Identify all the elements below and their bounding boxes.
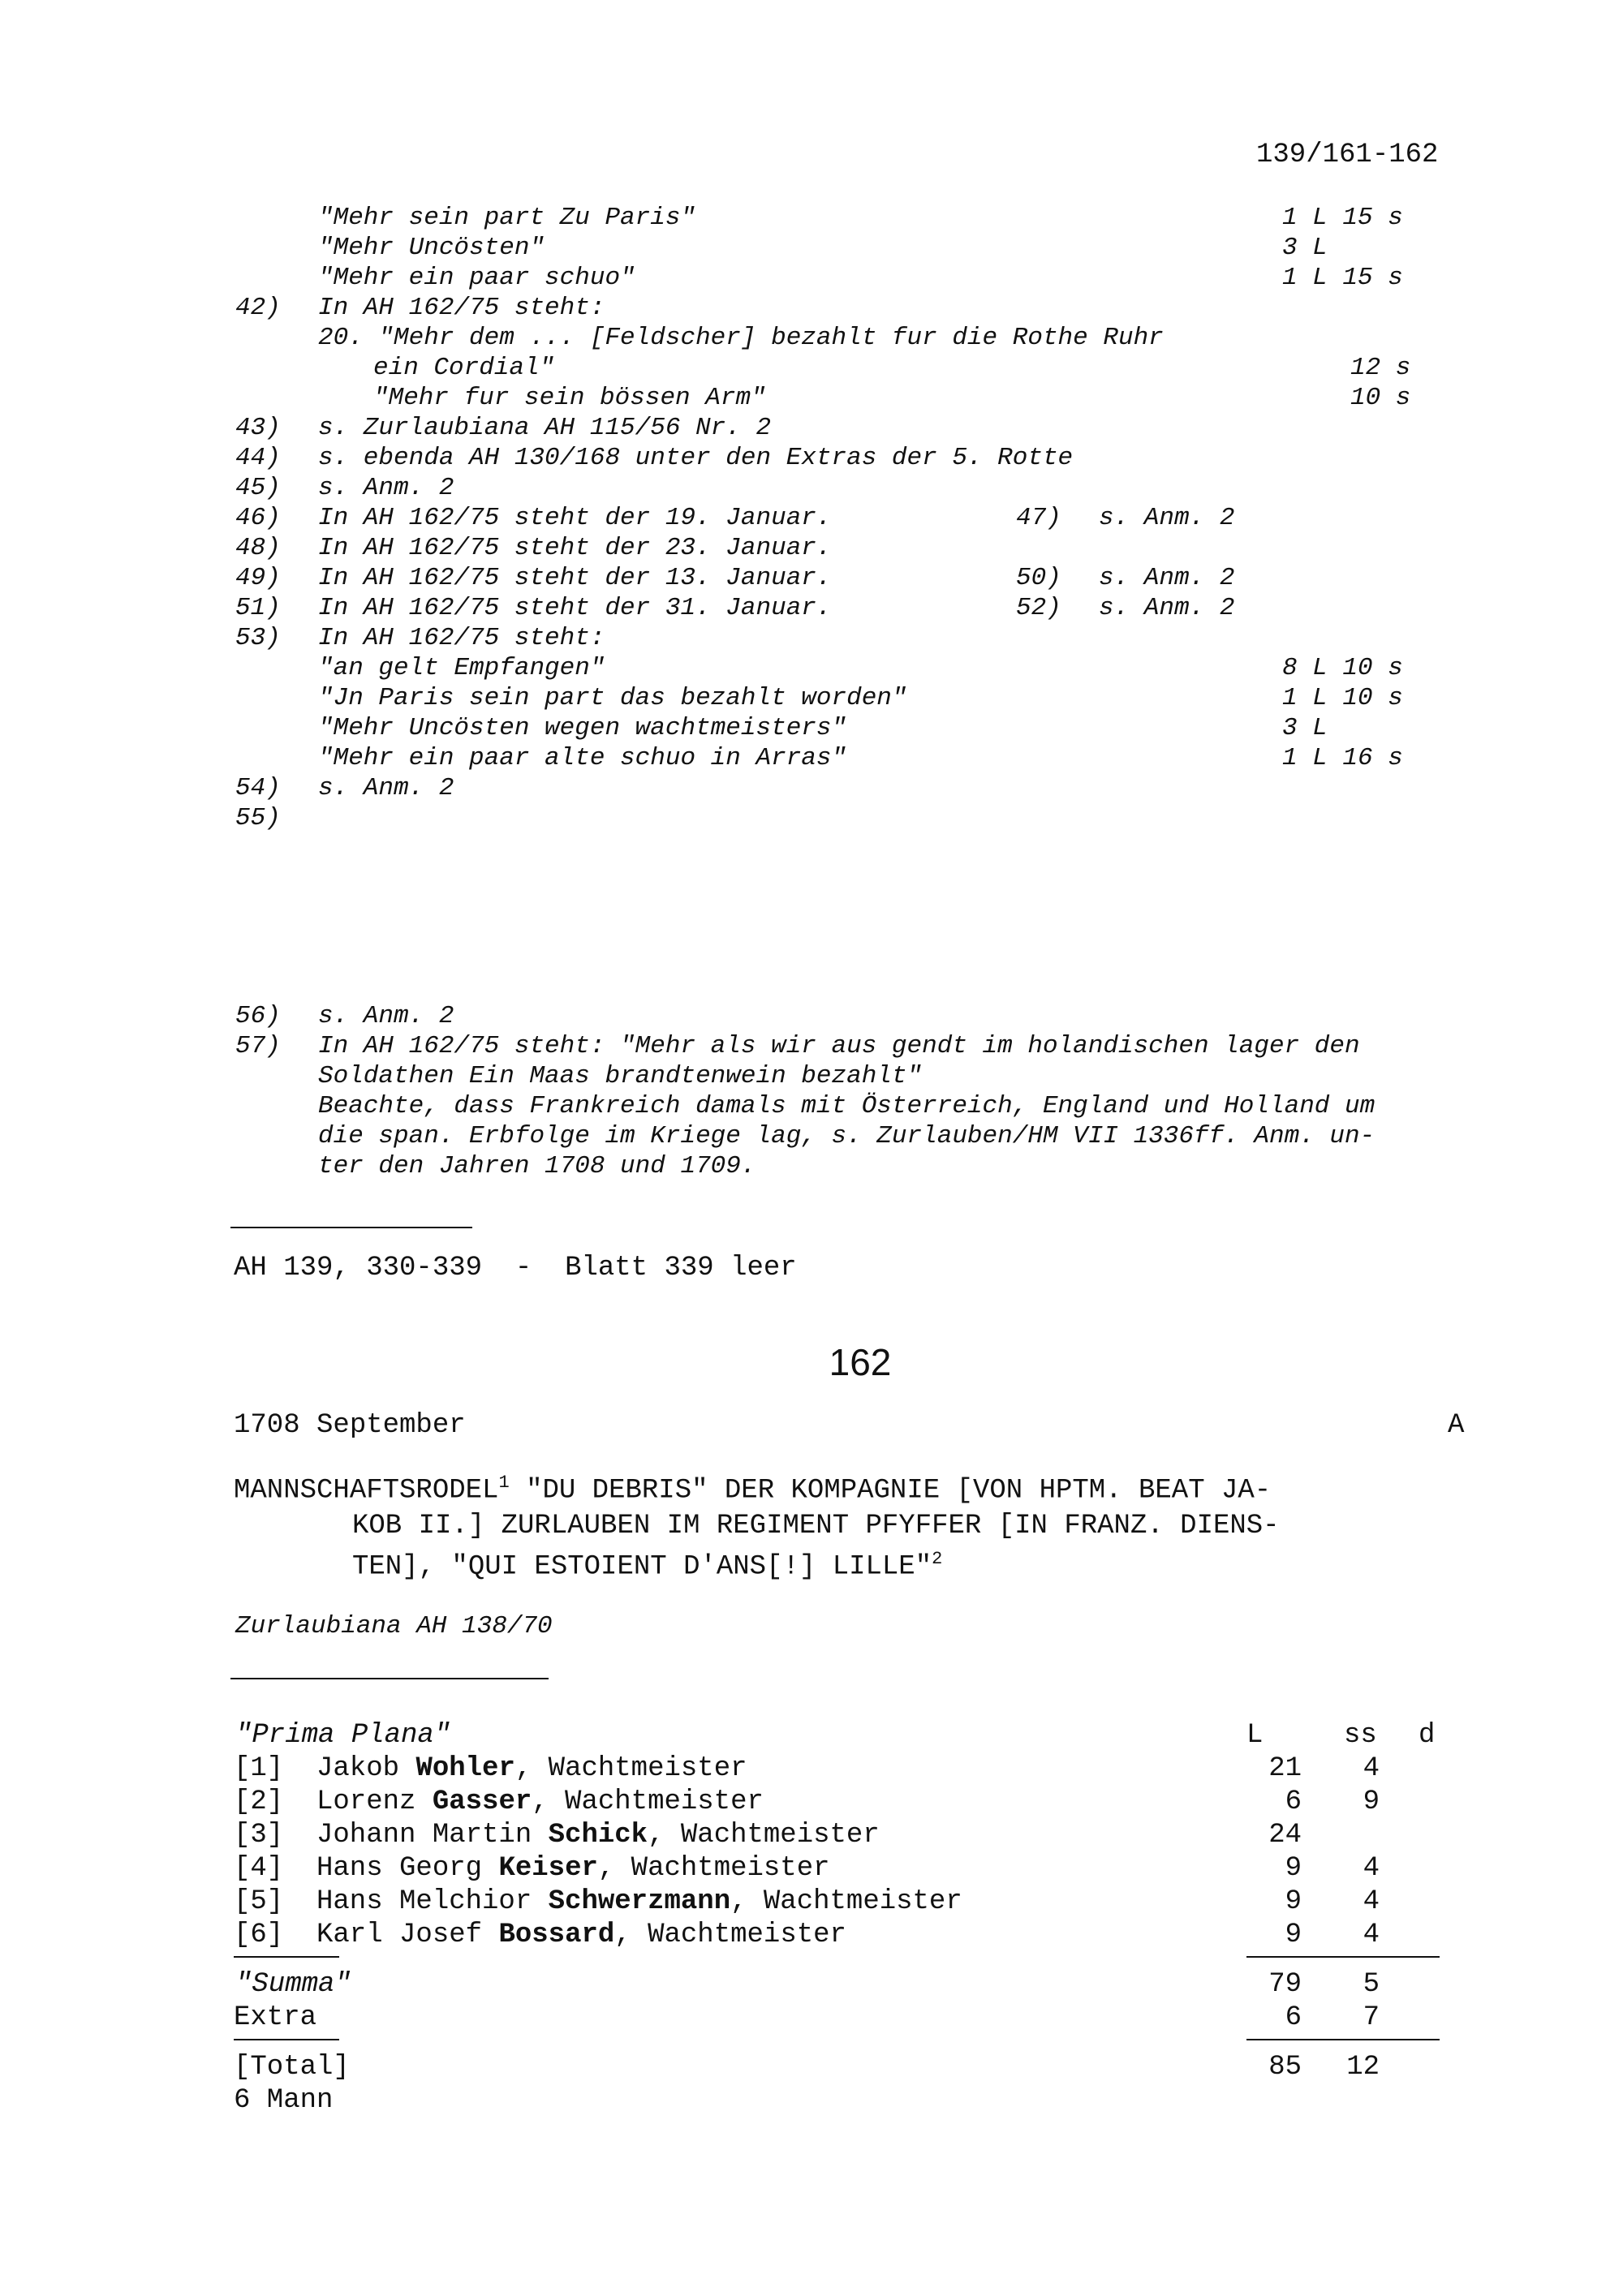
table-header: "Prima Plana"	[235, 1720, 451, 1751]
note-amount: 10 s	[1350, 384, 1411, 412]
archive-reference: AH 139, 330-339 - Blatt 339 leer	[234, 1253, 797, 1283]
value-l: 24	[1268, 1820, 1302, 1851]
mann-count: 6 Mann	[234, 2085, 334, 2116]
divider	[230, 1227, 472, 1228]
value-l: 6	[1285, 1786, 1302, 1817]
note-amount: 1 L 10 s	[1282, 684, 1403, 712]
footnote-text: s. Anm. 2	[318, 474, 454, 502]
footnote-number: 54)	[235, 774, 281, 802]
footnote-number: 45)	[235, 474, 281, 502]
given-name: Johann Martin	[316, 1820, 532, 1851]
footnote-number: 55)	[235, 804, 281, 832]
footnote-marker: 1	[498, 1473, 510, 1493]
footnote-number: 57)	[235, 1032, 281, 1060]
value-l: 9	[1285, 1886, 1302, 1917]
footnote-marker: 2	[932, 1549, 943, 1569]
row-index: [2]	[234, 1786, 284, 1817]
given-name: Jakob	[316, 1753, 400, 1784]
note-line: "Mehr ein paar schuo"	[318, 264, 635, 292]
note-line: "Mehr sein part Zu Paris"	[318, 204, 696, 232]
footnote-number: 43)	[235, 414, 281, 442]
title-text: "DU DEBRIS" DER KOMPAGNIE [VON HPTM. BEAT JA-	[526, 1475, 1272, 1507]
note-amount: 1 L 15 s	[1282, 264, 1403, 292]
note-line: "an gelt Empfangen"	[318, 654, 605, 682]
footnote-text: s. ebenda AH 130/168 unter den Extras der 5. Rotte	[318, 444, 1074, 472]
value-ss: 4	[1363, 1886, 1380, 1917]
rank: , Wachtmeister	[597, 1853, 830, 1884]
footnote-text: s. Anm. 2	[318, 774, 454, 802]
total-ss: 12	[1346, 2052, 1380, 2083]
footnote-text: s. Anm. 2	[1099, 564, 1235, 592]
footnote-number: 56)	[235, 1002, 281, 1030]
footnote-number: 50)	[1016, 564, 1061, 592]
footnote-text: s. Zurlaubiana AH 115/56 Nr. 2	[318, 414, 772, 442]
footnote-text: s. Anm. 2	[1099, 594, 1235, 622]
source-reference: Zurlaubiana AH 138/70	[235, 1612, 553, 1640]
row-name	[316, 1753, 747, 1784]
row-index: [1]	[234, 1753, 284, 1784]
note-line: "Mehr Uncösten wegen wachtmeisters"	[318, 714, 847, 742]
footnote-number: 46)	[235, 504, 281, 532]
row-index: [6]	[234, 1920, 284, 1950]
extra-label: Extra	[234, 2002, 317, 2033]
summa-ss: 5	[1363, 1969, 1380, 2000]
rank: , Wachtmeister	[648, 1820, 880, 1851]
given-name: Karl Josef	[316, 1920, 483, 1950]
summa-l: 79	[1268, 1969, 1302, 2000]
summa-label: "Summa"	[235, 1969, 351, 2000]
footnote-text: In AH 162/75 steht:	[318, 624, 605, 652]
total-label: [Total]	[234, 2052, 350, 2083]
footnote-number: 49)	[235, 564, 281, 592]
value-ss: 4	[1363, 1920, 1380, 1950]
footnote-text: In AH 162/75 steht der 19. Januar.	[318, 504, 832, 532]
footnote-text: In AH 162/75 steht der 13. Januar.	[318, 564, 832, 592]
footnote-text: In AH 162/75 steht: "Mehr als wir aus gendt im holandischen lager den	[318, 1032, 1360, 1060]
row-name	[316, 1886, 962, 1917]
footnote-number: 51)	[235, 594, 281, 622]
footnote-number: 42)	[235, 294, 281, 322]
divider	[234, 2039, 339, 2040]
footnote-text: s. Anm. 2	[318, 1002, 454, 1030]
note-line: "Mehr ein paar alte schuo in Arras"	[318, 744, 847, 772]
divider	[230, 1678, 549, 1679]
note-amount: 1 L 15 s	[1282, 204, 1403, 232]
document-number: 162	[829, 1341, 892, 1383]
value-l: 21	[1268, 1753, 1302, 1784]
given-name: Hans Georg	[316, 1853, 483, 1884]
value-ss: 4	[1363, 1853, 1380, 1884]
footnote-text: Beachte, dass Frankreich damals mit Österreich, England und Holland um	[318, 1092, 1375, 1120]
rank: , Wachtmeister	[730, 1886, 962, 1917]
given-name: Hans Melchior	[316, 1886, 532, 1917]
surname: Schwerzmann	[548, 1886, 731, 1917]
sum-rule	[1246, 2039, 1440, 2040]
rank: , Wachtmeister	[514, 1753, 747, 1784]
surname: Bossard	[498, 1920, 615, 1950]
row-name	[316, 1920, 846, 1950]
given-name: Lorenz	[316, 1786, 416, 1817]
column-header-l: L	[1246, 1720, 1264, 1751]
extra-l: 6	[1285, 2002, 1302, 2033]
value-l: 9	[1285, 1853, 1302, 1884]
footnote-text: In AH 162/75 steht der 31. Januar.	[318, 594, 832, 622]
surname: Wohler	[415, 1753, 515, 1784]
sum-rule	[1246, 1956, 1440, 1958]
note-amount: 8 L 10 s	[1282, 654, 1403, 682]
footnote-text: Soldathen Ein Maas brandtenwein bezahlt"	[318, 1062, 923, 1090]
footnote-number: 47)	[1016, 504, 1061, 532]
footnote-text: "Mehr fur sein bössen Arm"	[373, 384, 766, 412]
footnote-text: In AH 162/75 steht der 23. Januar.	[318, 534, 832, 562]
note-amount: 12 s	[1350, 354, 1411, 382]
footnote-text: In AH 162/75 steht:	[318, 294, 605, 322]
value-l: 9	[1285, 1920, 1302, 1950]
title-line-2: KOB II.] ZURLAUBEN IM REGIMENT PFYFFER [IN FRANZ. DIENS-	[352, 1511, 1280, 1541]
footnote-text: ein Cordial"	[373, 354, 555, 382]
total-l: 85	[1268, 2052, 1302, 2083]
divider	[234, 1956, 339, 1958]
row-name	[316, 1853, 830, 1884]
document-letter: A	[1448, 1410, 1465, 1441]
footnote-number: 44)	[235, 444, 281, 472]
note-amount: 3 L	[1282, 234, 1328, 262]
footnote-text: die span. Erbfolge im Kriege lag, s. Zurlauben/HM VII 1336ff. Anm. un-	[318, 1122, 1375, 1150]
title-text: TEN], "QUI ESTOIENT D'ANS[!] LILLE"	[352, 1551, 932, 1583]
surname: Gasser	[432, 1786, 532, 1817]
note-amount: 3 L	[1282, 714, 1328, 742]
document-date: 1708 September	[234, 1410, 466, 1441]
footnote-number: 53)	[235, 624, 281, 652]
footnote-text: s. Anm. 2	[1099, 504, 1235, 532]
footnote-number: 52)	[1016, 594, 1061, 622]
footnote-text: ter den Jahren 1708 und 1709.	[318, 1152, 756, 1180]
column-header-d: d	[1419, 1720, 1436, 1751]
rank: , Wachtmeister	[532, 1786, 764, 1817]
surname: Schick	[548, 1820, 648, 1851]
footnote-text: 20. "Mehr dem ... [Feldscher] bezahlt fur die Rothe Ruhr	[318, 324, 1164, 352]
surname: Keiser	[498, 1853, 598, 1884]
page-reference: 139/161-162	[1256, 140, 1439, 170]
row-index: [3]	[234, 1820, 284, 1851]
row-name	[316, 1786, 764, 1817]
row-index: [5]	[234, 1886, 284, 1917]
value-ss: 9	[1363, 1786, 1380, 1817]
title-line-3	[352, 1549, 942, 1582]
title-text: MANNSCHAFTSRODEL	[234, 1475, 499, 1507]
row-index: [4]	[234, 1853, 284, 1884]
note-line: "Jn Paris sein part das bezahlt worden"	[318, 684, 907, 712]
note-amount: 1 L 16 s	[1282, 744, 1403, 772]
rank: , Wachtmeister	[614, 1920, 846, 1950]
note-line: "Mehr Uncösten"	[318, 234, 545, 262]
extra-ss: 7	[1363, 2002, 1380, 2033]
row-name	[316, 1820, 880, 1851]
footnote-number: 48)	[235, 534, 281, 562]
value-ss: 4	[1363, 1753, 1380, 1784]
column-header-ss: ss	[1344, 1720, 1377, 1751]
title-line-1	[234, 1473, 1271, 1506]
